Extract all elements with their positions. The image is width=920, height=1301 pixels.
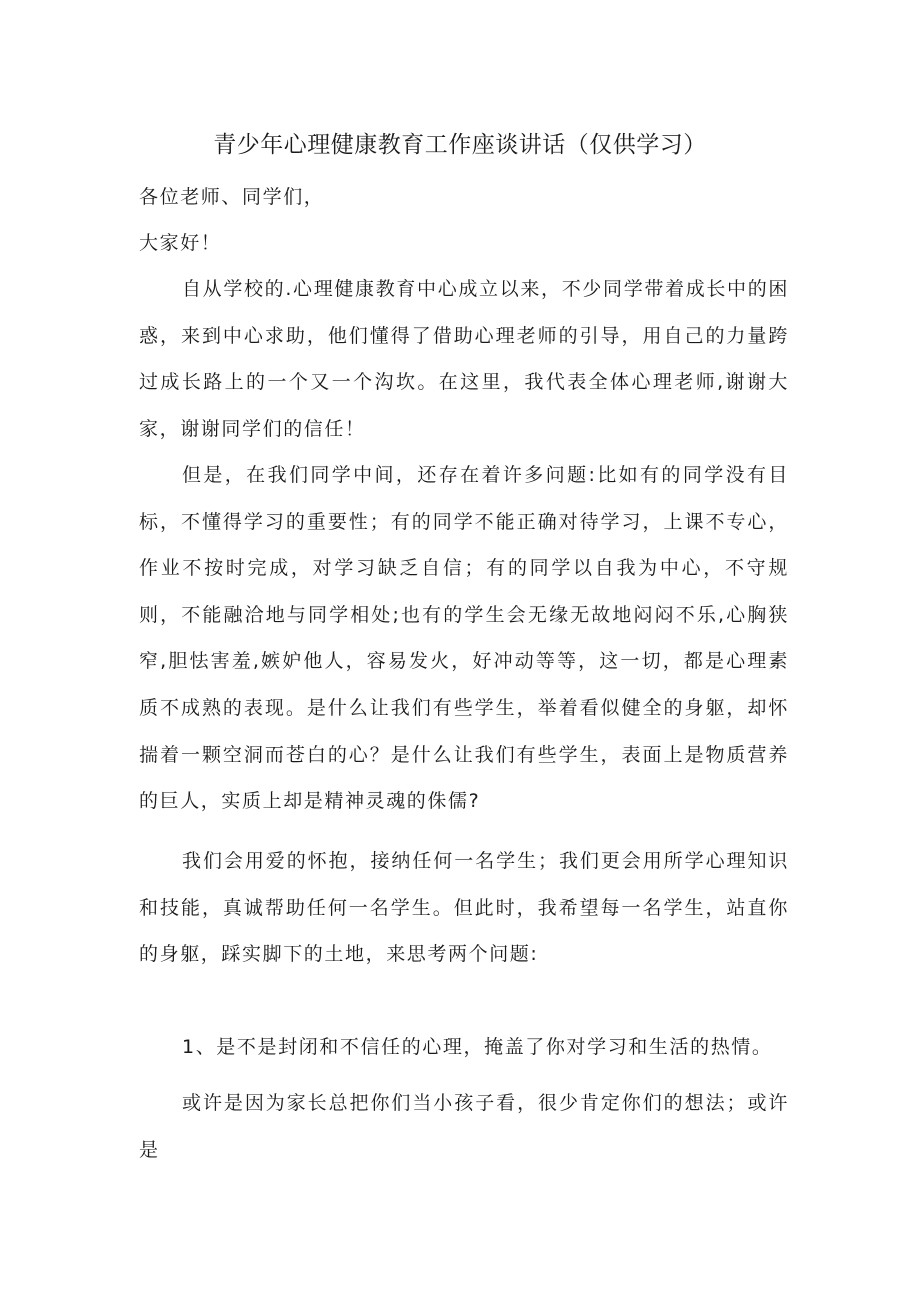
paragraph-gratitude: 自从学校的.心理健康教育中心成立以来，不少同学带着成长中的困惑，来到中心求助，他们懂得了借助心理老师的引导，用自己的力量跨过成长路上的一个又一个沟坎。在这里，我代表全体心理老师,谢谢大家，谢谢同学们的信任！ <box>139 278 789 440</box>
paragraph-problems: 但是，在我们同学中间，还存在着许多问题:比如有的同学没有目标，不懂得学习的重要性；有的同学不能正确对待学习，上课不专心，作业不按时完成，对学习缺乏自信；有的同学以自我为中心，不守规则，不能融洽地与同学相处;也有的学生会无缘无故地闷闷不乐,心胸狭窄,胆怯害羞,嫉妒他人，容易发火，好冲动等等，这一切，都是心理素质不成熟的表现。是什么让我们有些学生，举着看似健全的身躯，却怀揣着一颗空洞而苍白的心？是什么让我们有些学生，表面上是物质营养的巨人，实质上却是精神灵魂的侏儒? <box>139 464 789 813</box>
paragraph-continuation: 或许是因为家长总把你们当小孩子看，很少肯定你们的想法；或许是 <box>139 1092 789 1161</box>
document-title: 青少年心理健康教育工作座谈讲话（仅供学习） <box>213 132 707 158</box>
question-1: 1、是不是封闭和不信任的心理，掩盖了你对学习和生活的热情。 <box>182 1036 773 1058</box>
greeting: 大家好！ <box>139 232 222 254</box>
paragraph-support: 我们会用爱的怀抱，接纳任何一名学生；我们更会用所学心理知识和技能，真诚帮助任何一名学生。但此时，我希望每一名学生，站直你的身躯，踩实脚下的土地，来思考两个问题: <box>139 850 789 966</box>
salutation: 各位老师、同学们， <box>139 186 325 208</box>
